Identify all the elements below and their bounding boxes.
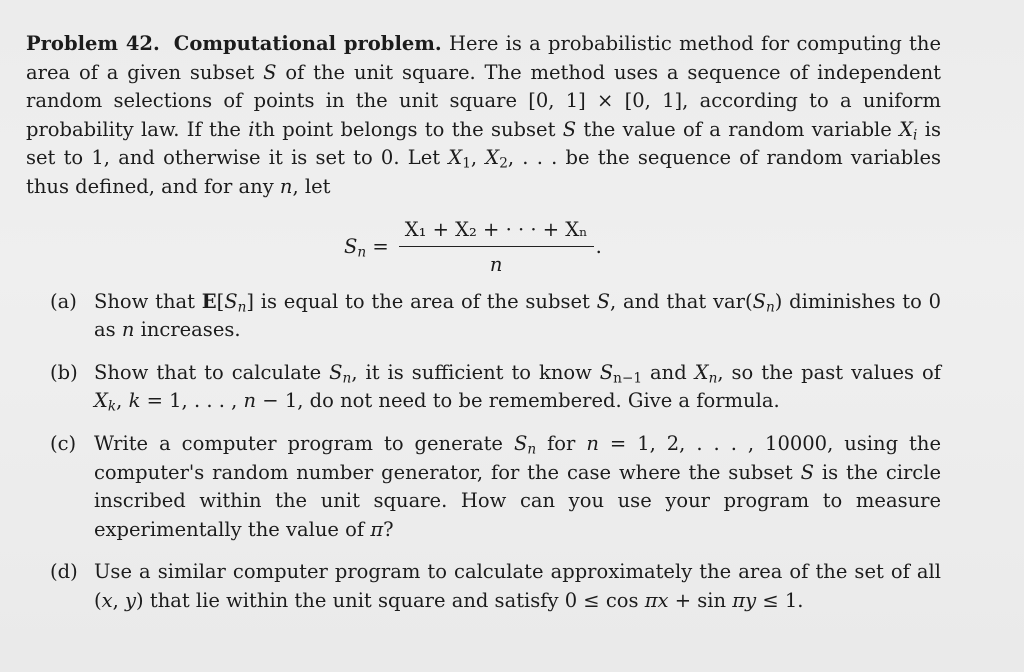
part-a [26,288,941,345]
part-d [26,558,941,615]
problem-page [26,30,941,630]
part-text: ) diminishes to 0 as [94,289,942,342]
math-var: n [121,318,135,342]
formula-lhs [344,233,389,262]
math-subscript: 2 [499,155,508,172]
math-subscript: 1 [462,155,471,172]
part-text: , so the past values of [717,360,941,384]
equals-sign: = [366,235,389,259]
math-var: n [243,389,257,413]
math-var: X [899,117,914,141]
math-subscript: n [342,370,352,387]
math-var: S [224,289,238,313]
math-subscript: n [527,441,537,458]
math-var: S [329,360,343,384]
math-subscript: k [107,398,117,415]
math-var: S [513,431,528,455]
formula-period: . [595,235,602,259]
math-var: S [344,235,358,259]
part-text: Use a similar computer program to calculate approximately the area of the set of all ( [94,560,941,612]
math-subscript: n−1 [613,370,643,387]
fraction-numerator: X₁ + X₂ + · · · + Xₙ [404,217,588,241]
intro-text: the value of a random variable [576,117,900,141]
intro-text: Here is a probabilistic method for computing the area of a given subset [26,32,941,84]
part-text: , [116,389,129,413]
part-text: + sin [668,588,733,612]
part-label: (a) [50,289,77,313]
math-var: π [370,517,384,541]
part-text: increases. [134,318,241,342]
problem-intro [26,30,941,202]
part-text: ) that lie within the unit square and satisfy 0 ≤ cos [136,588,645,612]
part-label: (b) [50,360,78,384]
math-subscript: n [357,244,367,261]
part-text: Show that [94,289,202,313]
part-text: and [642,360,695,384]
math-var: S [599,360,614,384]
part-label: (d) [50,560,78,584]
part-text: , it is sufficient to know [351,360,600,384]
math-var: S [752,289,766,313]
problem-number: Problem 42. [26,32,160,55]
part-text: ] is equal to the area of the subset [246,289,597,313]
part-text: , [112,588,126,612]
math-var: X [485,146,500,170]
part-c [26,430,941,544]
part-text: [ [216,289,225,313]
part-label: (c) [50,431,77,455]
math-var: X [448,146,463,170]
intro-text: , . . . be the sequence of random variables thus defined, and for any [26,146,941,198]
math-var: n [586,431,599,455]
math-subscript: i [913,127,918,144]
part-text: ? [383,517,394,541]
math-var: S [263,60,277,84]
math-var: y [125,588,137,612]
expectation-symbol: E [201,289,217,313]
math-var: X [94,389,108,413]
intro-text: , let [292,174,331,198]
intro-text: th point belongs to the subset [254,117,563,141]
math-var: x [101,588,113,612]
intro-text: of the unit square. The method uses a sequence of independent random selections of points in the unit square [0, 1] × [0, 1], according to a uniform probability law. If the [26,60,941,141]
display-formula [26,206,941,288]
sn-equation [344,216,602,280]
math-subscript: n [765,298,775,315]
math-var: S [800,460,814,484]
problem-heading: Computational problem. [173,32,442,55]
math-var: S [596,289,610,313]
fraction [399,216,594,280]
part-text: for [536,431,587,455]
part-text: ≤ 1. [756,588,804,612]
problem-parts [26,288,941,616]
part-text: is the circle inscribed within the unit square. How can you use your program to measure experimentally the value of [94,460,942,541]
intro-text: , [470,146,486,170]
math-var: πy [732,588,757,612]
part-b [26,359,941,416]
math-var: πx [644,588,669,612]
math-subscript: n [708,370,718,387]
fraction-denominator: n [489,253,503,277]
part-text: = 1, 2, . . . , 10000, using the computer's random number generator, for the case where the subset [94,431,941,484]
math-subscript: n [237,298,247,315]
part-text: − 1, do not need to be remembered. Give a formula. [256,389,780,413]
part-text: , and that var( [609,289,753,313]
math-var: n [279,174,293,198]
math-var: i [248,117,255,141]
part-text: = 1, . . . , [140,389,244,413]
part-text: Write a computer program to generate [94,431,514,455]
part-text: Show that to calculate [94,360,330,384]
intro-text: is set to 1, and otherwise it is set to 0. Let [26,117,941,170]
math-var: S [562,117,577,141]
math-var: k [128,389,141,413]
math-var: X [694,360,709,384]
